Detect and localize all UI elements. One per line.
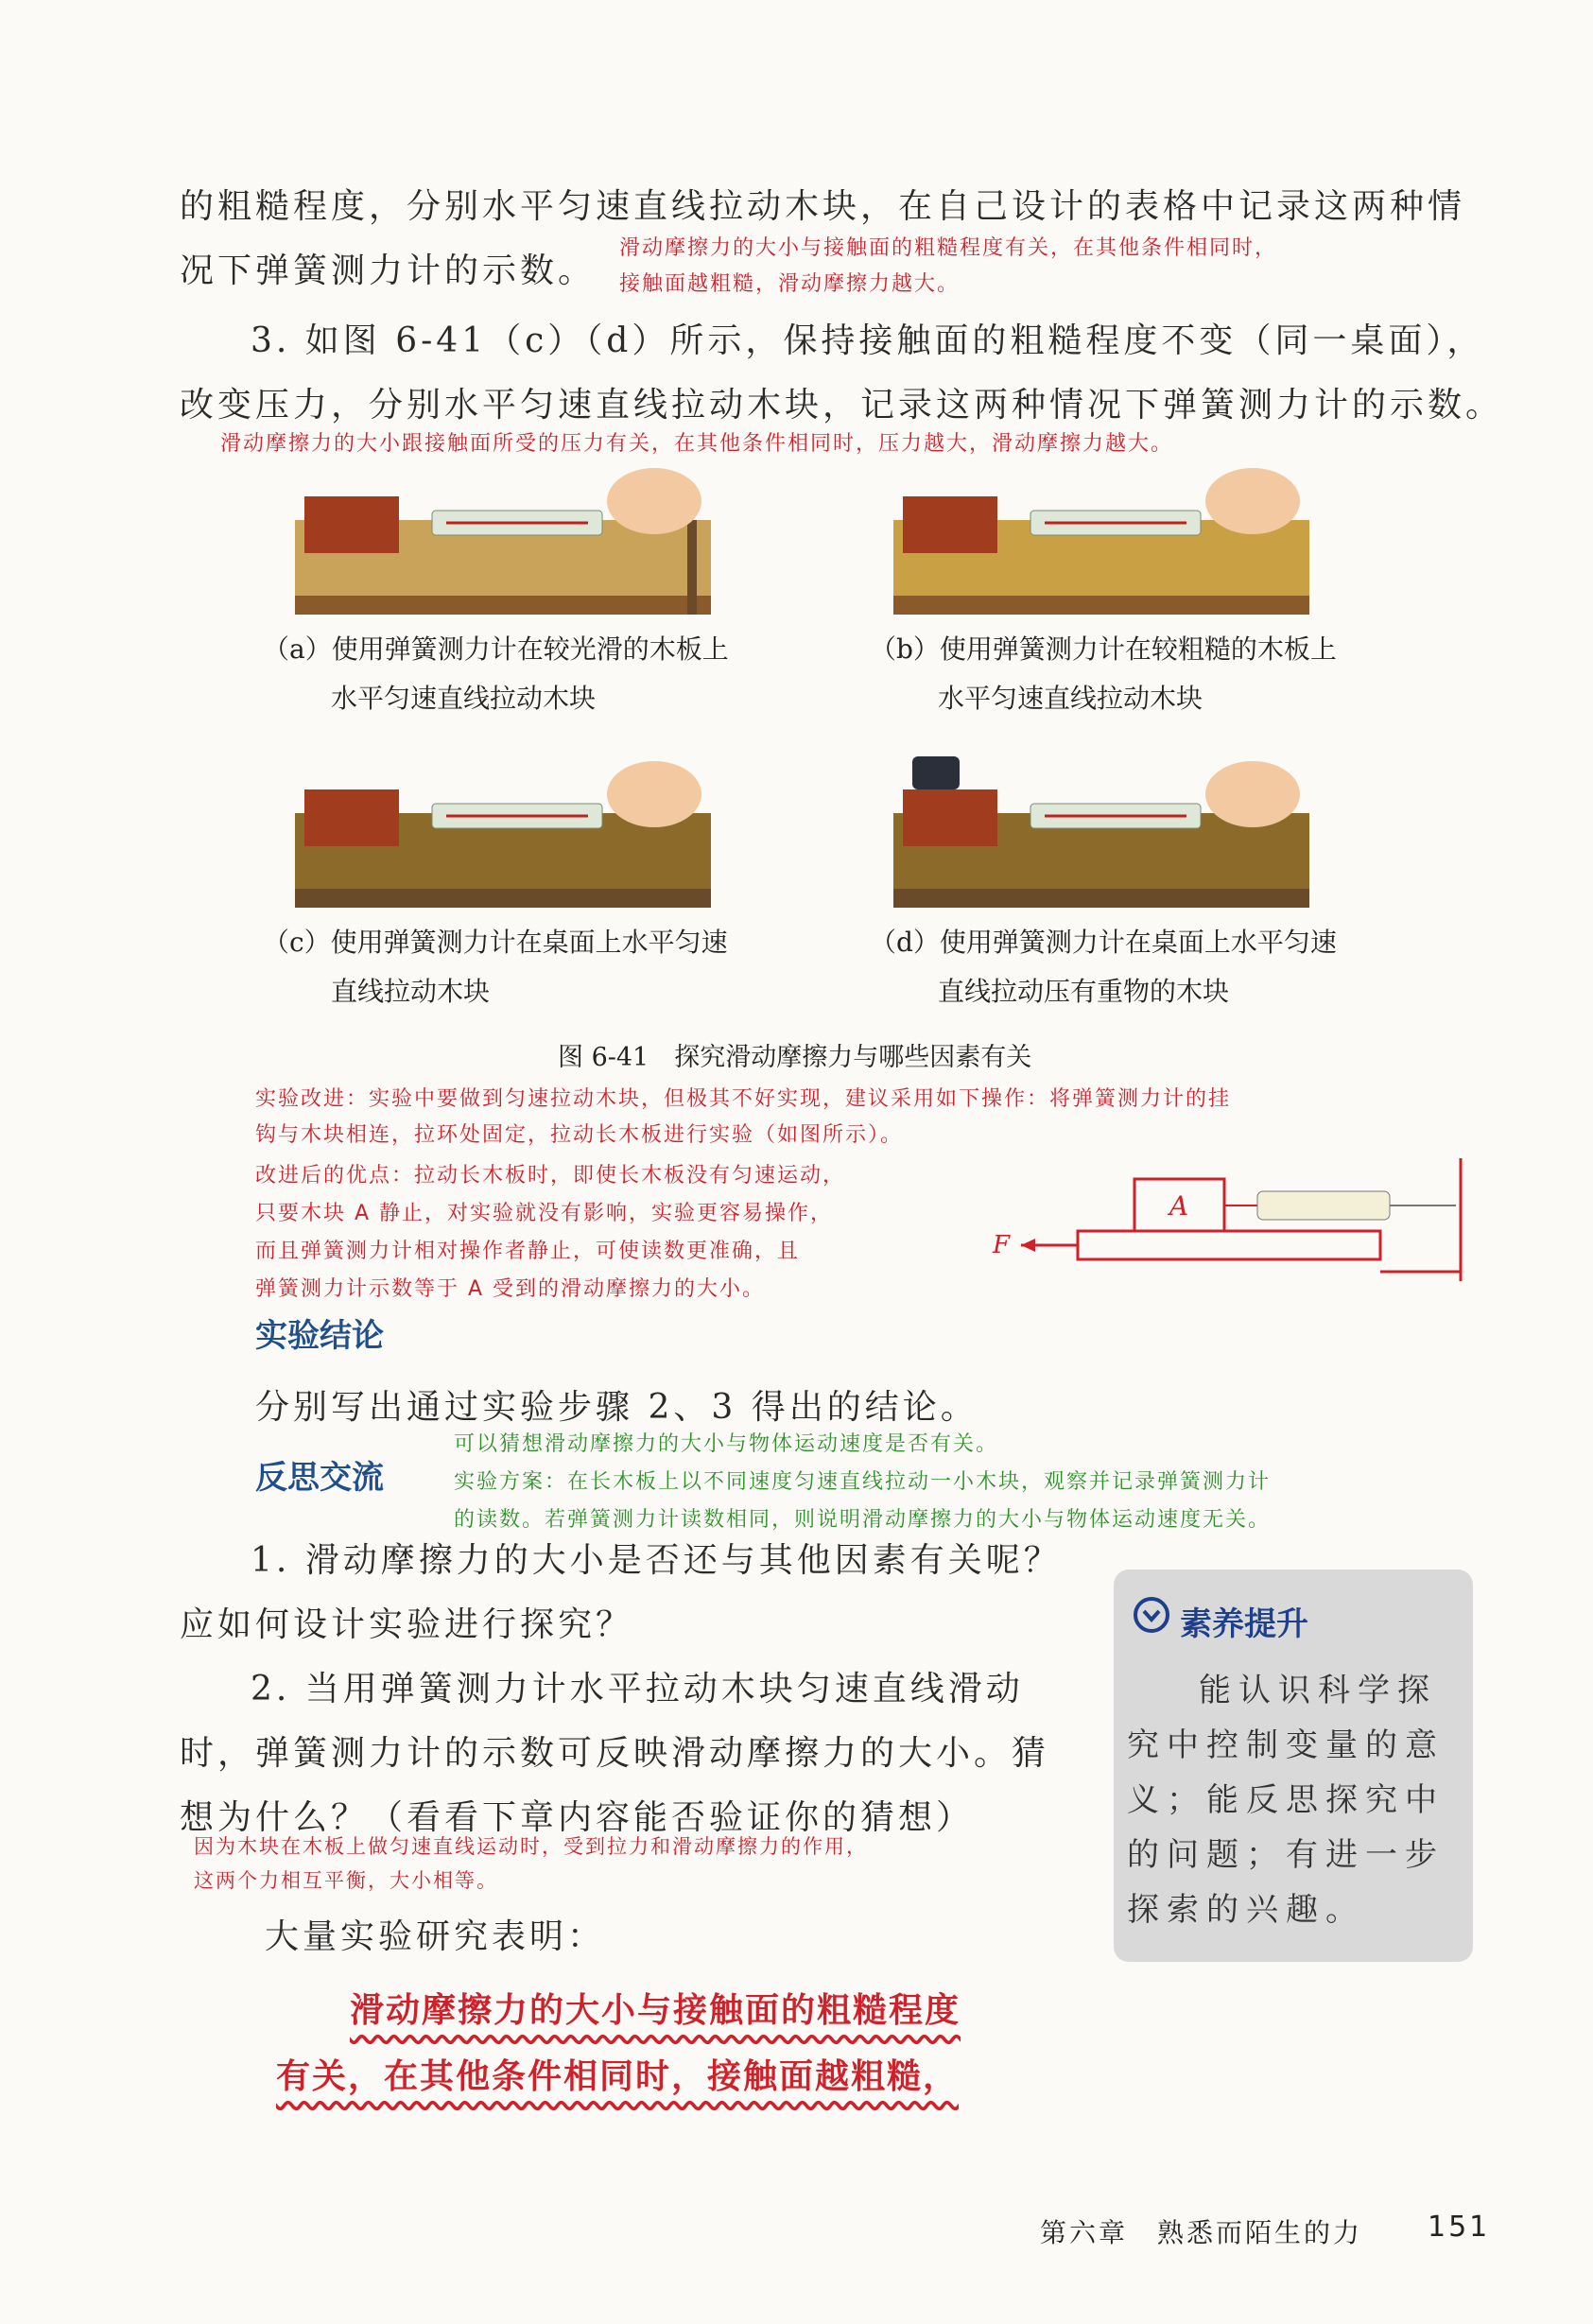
figure-b-caption: （b）使用弹簧测力计在较粗糙的木板上 xyxy=(870,633,1337,665)
figure-a-caption: （a）使用弹簧测力计在较光滑的木板上 xyxy=(263,633,729,665)
handwritten-note: 改进后的优点：拉动长木板时，即使长木板没有匀速运动， xyxy=(255,1164,846,1188)
literacy-sidebar xyxy=(1114,1570,1473,1962)
handwritten-note: 滑动摩擦力的大小与接触面的粗糙程度有关，在其他条件相同时， xyxy=(619,236,1278,260)
question-line: 2. 当用弹簧测力计水平拉动木块匀速直线滑动 xyxy=(251,1670,1024,1708)
step3-line: 改变压力，分别水平匀速直线拉动木块，记录这两种情况下弹簧测力计的示数。 xyxy=(180,386,1504,425)
paragraph-line: 况下弹簧测力计的示数。 xyxy=(180,251,597,290)
handwritten-note: 实验改进：实验中要做到匀速拉动木块，但极其不好实现，建议采用如下操作：将弹簧测力计的挂 xyxy=(255,1087,1232,1111)
figure-c-caption: （c）使用弹簧测力计在桌面上水平匀速 xyxy=(263,927,728,958)
block-a-label: A xyxy=(1169,1190,1189,1222)
sidebar-line: 能认识科学探 xyxy=(1199,1672,1437,1709)
download-circle-icon xyxy=(1133,1596,1170,1634)
handwritten-note: 只要木块 A 静止，对实验就没有影响，实验更容易操作， xyxy=(255,1202,834,1225)
section-heading-reflect: 反思交流 xyxy=(255,1459,384,1497)
handwritten-note: 这两个力相互平衡，大小相等。 xyxy=(194,1869,498,1892)
handwritten-note: 滑动摩擦力的大小跟接触面所受的压力有关，在其他条件相同时，压力越大，滑动摩擦力越大。 xyxy=(220,432,1174,456)
figure-a-illustration xyxy=(295,454,711,615)
chapter-footer: 第六章 熟悉而陌生的力 xyxy=(1040,2217,1363,2248)
handwritten-note: 可以猜想滑动摩擦力的大小与物体运动速度是否有关。 xyxy=(454,1432,999,1456)
question-line: 时，弹簧测力计的示数可反映滑动摩擦力的大小。猜 xyxy=(180,1734,1050,1773)
handwritten-note: 接触面越粗糙，滑动摩擦力越大。 xyxy=(619,272,961,296)
figure-d-caption: 直线拉动压有重物的木块 xyxy=(938,976,1230,1007)
figure-a-caption: 水平匀速直线拉动木块 xyxy=(331,683,597,714)
answer-line: 滑动摩擦力的大小与接触面的粗糙程度 xyxy=(350,1991,961,2030)
handwritten-note: 而且弹簧测力计相对操作者静止，可使读数更准确，且 xyxy=(255,1240,801,1263)
sidebar-line: 究中控制变量的意 xyxy=(1127,1726,1445,1764)
sidebar-line: 义；能反思探究中 xyxy=(1127,1781,1445,1819)
paragraph-line: 的粗糙程度，分别水平匀速直线拉动木块，在自己设计的表格中记录这两种情 xyxy=(180,187,1466,226)
step3-line: 3. 如图 6-41（c）（d）所示，保持接触面的粗糙程度不变（同一桌面）， xyxy=(251,321,1485,360)
figure-d-caption: （d）使用弹簧测力计在桌面上水平匀速 xyxy=(870,927,1337,958)
question-line: 应如何设计实验进行探究？ xyxy=(180,1605,634,1644)
sidebar-title: 素养提升 xyxy=(1180,1605,1308,1643)
page-number: 151 xyxy=(1428,2211,1491,2244)
handwritten-note: 因为木块在木板上做匀速直线运动时，受到拉力和滑动摩擦力的作用， xyxy=(194,1835,868,1858)
sidebar-line: 的问题；有进一步 xyxy=(1127,1836,1445,1874)
research-text: 大量实验研究表明： xyxy=(265,1917,606,1956)
handwritten-note: 实验方案：在长木板上以不同速度匀速直线拉动一小木块，观察并记录弹簧测力计 xyxy=(454,1470,1272,1494)
figure-b-illustration xyxy=(893,454,1309,615)
improved-setup-diagram xyxy=(983,1158,1494,1281)
handwritten-note: 的读数。若弹簧测力计读数相同，则说明滑动摩擦力的大小与物体运动速度无关。 xyxy=(454,1508,1272,1532)
figure-d-illustration xyxy=(893,747,1309,908)
question-line: 1. 滑动摩擦力的大小是否还与其他因素有关呢？ xyxy=(251,1541,1062,1580)
handwritten-note: 弹簧测力计示数等于 A 受到的滑动摩擦力的大小。 xyxy=(255,1277,766,1301)
figure-main-caption: 图 6-41 探究滑动摩擦力与哪些因素有关 xyxy=(558,1043,1032,1072)
figure-c-caption: 直线拉动木块 xyxy=(331,976,491,1007)
sidebar-line: 探索的兴趣。 xyxy=(1127,1891,1365,1929)
figure-c-illustration xyxy=(295,747,711,908)
section-heading-conclusion: 实验结论 xyxy=(255,1317,384,1355)
figure-b-caption: 水平匀速直线拉动木块 xyxy=(938,683,1203,714)
force-f-label: F xyxy=(993,1231,1011,1259)
handwritten-note: 钩与木块相连，拉环处固定，拉动长木板进行实验（如图所示）。 xyxy=(255,1123,904,1147)
answer-line: 有关，在其他条件相同时，接触面越粗糙， xyxy=(276,2057,960,2096)
conclusion-text: 分别写出通过实验步骤 2、3 得出的结论。 xyxy=(255,1388,978,1427)
question-line: 想为什么？（看看下章内容能否验证你的猜想） xyxy=(180,1798,975,1837)
